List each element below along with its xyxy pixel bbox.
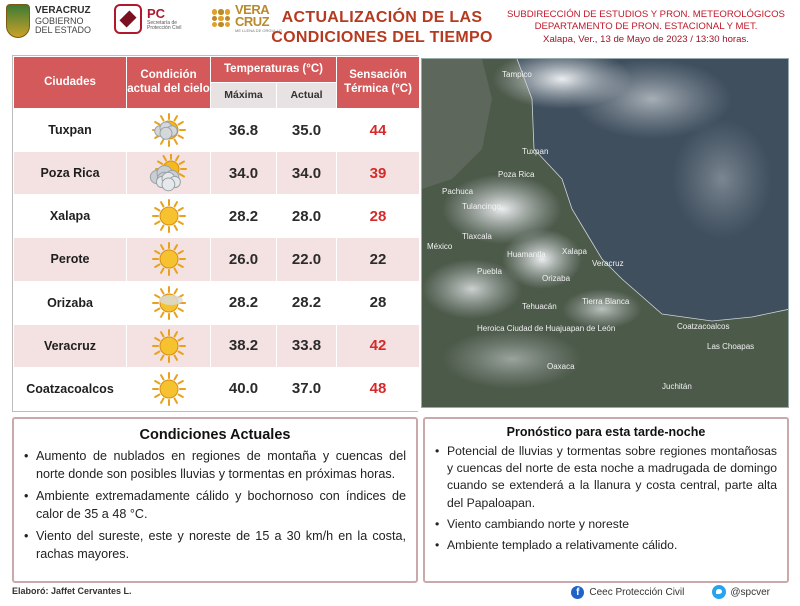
page-title — [270, 8, 494, 47]
author-credit: Elaboró: Jaffet Cervantes L. — [12, 586, 132, 596]
map-label-veracruz: Veracruz — [592, 259, 624, 268]
thermal-sensation: 48 — [337, 367, 420, 410]
map-label-tierra-blanca: Tierra Blanca — [582, 297, 630, 306]
forecast-panel — [423, 417, 789, 583]
map-label-orizaba: Orizaba — [542, 274, 571, 283]
header-actual: Actual — [277, 83, 337, 109]
partly-cloudy-sun-icon — [149, 111, 189, 149]
map-label-oaxaca: Oaxaca — [547, 362, 575, 371]
satellite-image — [421, 58, 789, 408]
map-label-coatzacoalcos: Coatzacoalcos — [677, 322, 730, 331]
sky-condition — [127, 109, 211, 152]
logo-pc-line3: Protección Civil — [147, 24, 182, 31]
table-row — [14, 238, 420, 281]
table-row — [14, 367, 420, 410]
thermal-sensation: 22 — [337, 238, 420, 281]
cloud — [562, 289, 642, 329]
forecast-title: Pronóstico para esta tarde-noche — [506, 425, 706, 439]
table-row — [14, 152, 420, 195]
condition-item: • Viento del sureste, este y noreste de 15 a 30 km/h en la costa, rachas mayores. — [36, 527, 406, 563]
logo-pc-line1: PC — [147, 5, 166, 21]
subdept-line1: SUBDIRECCIÓN DE ESTUDIOS Y PRON. METEOROLÓGICOS — [507, 9, 785, 20]
logo-brand-line2: CRUZ — [235, 14, 270, 30]
table-row — [14, 195, 420, 238]
sky-condition — [127, 324, 211, 367]
department-info — [496, 9, 796, 46]
proteccion-civil-icon — [114, 4, 142, 34]
facebook-icon[interactable]: f — [571, 586, 584, 599]
max-temperature: 26.0 — [211, 238, 277, 281]
actual-temperature: 37.0 — [277, 367, 337, 410]
logo-brand-tagline: ME LLENA DE ORGULLO — [235, 27, 282, 33]
thermal-sensation: 39 — [337, 152, 420, 195]
city-name: Perote — [14, 238, 127, 281]
map-label-huajuapan: Heroica Ciudad de Huajuapan de León — [477, 324, 616, 333]
current-conditions-panel — [12, 417, 418, 583]
map-label-mexico: México — [427, 242, 453, 251]
subdept-line2: DEPARTAMENTO DE PRON. ESTACIONAL Y MET. — [534, 21, 758, 33]
logo-pc-line2: Secretaría de — [147, 19, 178, 26]
logo-veracruz-line2: GOBIERNO — [35, 15, 84, 26]
brand-mark-icon — [212, 9, 230, 27]
forecast-item: • Viento cambiando norte y noreste — [447, 516, 777, 533]
thermal-sensation: 42 — [337, 324, 420, 367]
header-temperatures: Temperaturas (°C) — [211, 57, 337, 83]
title-line1: ACTUALIZACIÓN DE LAS — [281, 9, 483, 26]
map-label-poza-rica: Poza Rica — [498, 170, 535, 179]
mostly-cloudy-icon — [149, 154, 189, 192]
hazy-sun-icon — [149, 284, 189, 322]
sky-condition — [127, 367, 211, 410]
thermal-sensation: 28 — [337, 195, 420, 238]
forecast-item: • Ambiente templado a relativamente cálido. — [447, 537, 777, 554]
header-thermal-sensation: Sensación Térmica (°C) — [337, 57, 420, 109]
map-label-tulancingo: Tulancingo — [462, 202, 501, 211]
header-sky: Condición actual del cielo — [127, 57, 211, 109]
actual-temperature: 33.8 — [277, 324, 337, 367]
forecast-item: • Potencial de lluvias y tormentas sobre regiones montañosas y cuencas del norte de esta noche a madrugada de domingo cuando se extenderá a la llanura y costa central, parte alta del Papaloapan. — [447, 443, 777, 512]
current-conditions-title: Condiciones Actuales — [139, 427, 291, 443]
actual-temperature: 34.0 — [277, 152, 337, 195]
table-row — [14, 281, 420, 324]
city-name: Orizaba — [14, 281, 127, 324]
map-label-huamantla: Huamantla — [507, 250, 546, 259]
city-name: Xalapa — [14, 195, 127, 238]
state-crest-icon — [6, 4, 30, 38]
max-temperature: 36.8 — [211, 109, 277, 152]
twitter-icon[interactable] — [712, 585, 726, 599]
sky-condition — [127, 238, 211, 281]
map-label-tampico: Tampico — [502, 70, 532, 79]
logo-veracruz-line3: DEL ESTADO — [35, 25, 92, 36]
facebook-handle[interactable]: Ceec Protección Civil — [589, 586, 685, 598]
title-line2: CONDICIONES DEL TIEMPO — [271, 28, 493, 46]
actual-temperature: 22.0 — [277, 238, 337, 281]
veracruz-government-logo — [6, 4, 91, 38]
page-header — [0, 0, 800, 52]
actual-temperature: 28.0 — [277, 195, 337, 238]
table-row — [14, 109, 420, 152]
table-row — [14, 324, 420, 367]
condition-item: • Ambiente extremadamente cálido y bochornoso con índices de calor de 35 a 48 °C. — [36, 487, 406, 523]
sky-condition — [127, 152, 211, 195]
map-label-pachuca: Pachuca — [442, 187, 474, 196]
social-links — [571, 585, 770, 599]
map-label-tlaxcala: Tlaxcala — [462, 232, 492, 241]
logo-brand-line1: VERA — [235, 2, 270, 17]
header-max: Máxima — [211, 83, 277, 109]
max-temperature: 38.2 — [211, 324, 277, 367]
issue-date: Xalapa, Ver., 13 de Mayo de 2023 / 13:30 horas. — [543, 33, 749, 45]
map-label-las-choapas: Las Choapas — [707, 342, 755, 351]
cloud — [422, 259, 522, 319]
sunny-icon — [149, 370, 189, 408]
sky-condition — [127, 195, 211, 238]
map-label-puebla: Puebla — [477, 267, 502, 276]
map-label-juchitan: Juchitán — [662, 382, 692, 391]
thermal-sensation: 44 — [337, 109, 420, 152]
city-name: Poza Rica — [14, 152, 127, 195]
sunny-icon — [149, 197, 189, 235]
map-label-xalapa: Xalapa — [562, 247, 587, 256]
cloud — [442, 329, 582, 389]
city-name: Tuxpan — [14, 109, 127, 152]
twitter-handle[interactable]: @spcver — [730, 586, 770, 598]
sunny-icon — [149, 327, 189, 365]
thermal-sensation: 28 — [337, 281, 420, 324]
proteccion-civil-logo — [114, 4, 181, 34]
sunny-icon — [149, 240, 189, 278]
city-name: Coatzacoalcos — [14, 367, 127, 410]
condition-item: • Aumento de nublados en regiones de montaña y cuencas del norte donde son posibles lluvias y tormentas en próximas horas. — [36, 447, 406, 483]
city-name: Veracruz — [14, 324, 127, 367]
max-temperature: 28.2 — [211, 195, 277, 238]
logo-veracruz-line1: VERACRUZ — [35, 5, 91, 17]
header-cities: Ciudades — [14, 57, 127, 109]
sky-condition — [127, 281, 211, 324]
map-label-tuxpan: Tuxpan — [522, 147, 549, 156]
weather-table — [12, 55, 418, 412]
max-temperature: 28.2 — [211, 281, 277, 324]
max-temperature: 40.0 — [211, 367, 277, 410]
max-temperature: 34.0 — [211, 152, 277, 195]
map-label-tehuacan: Tehuacán — [522, 302, 557, 311]
actual-temperature: 28.2 — [277, 281, 337, 324]
cloud — [672, 119, 772, 239]
actual-temperature: 35.0 — [277, 109, 337, 152]
